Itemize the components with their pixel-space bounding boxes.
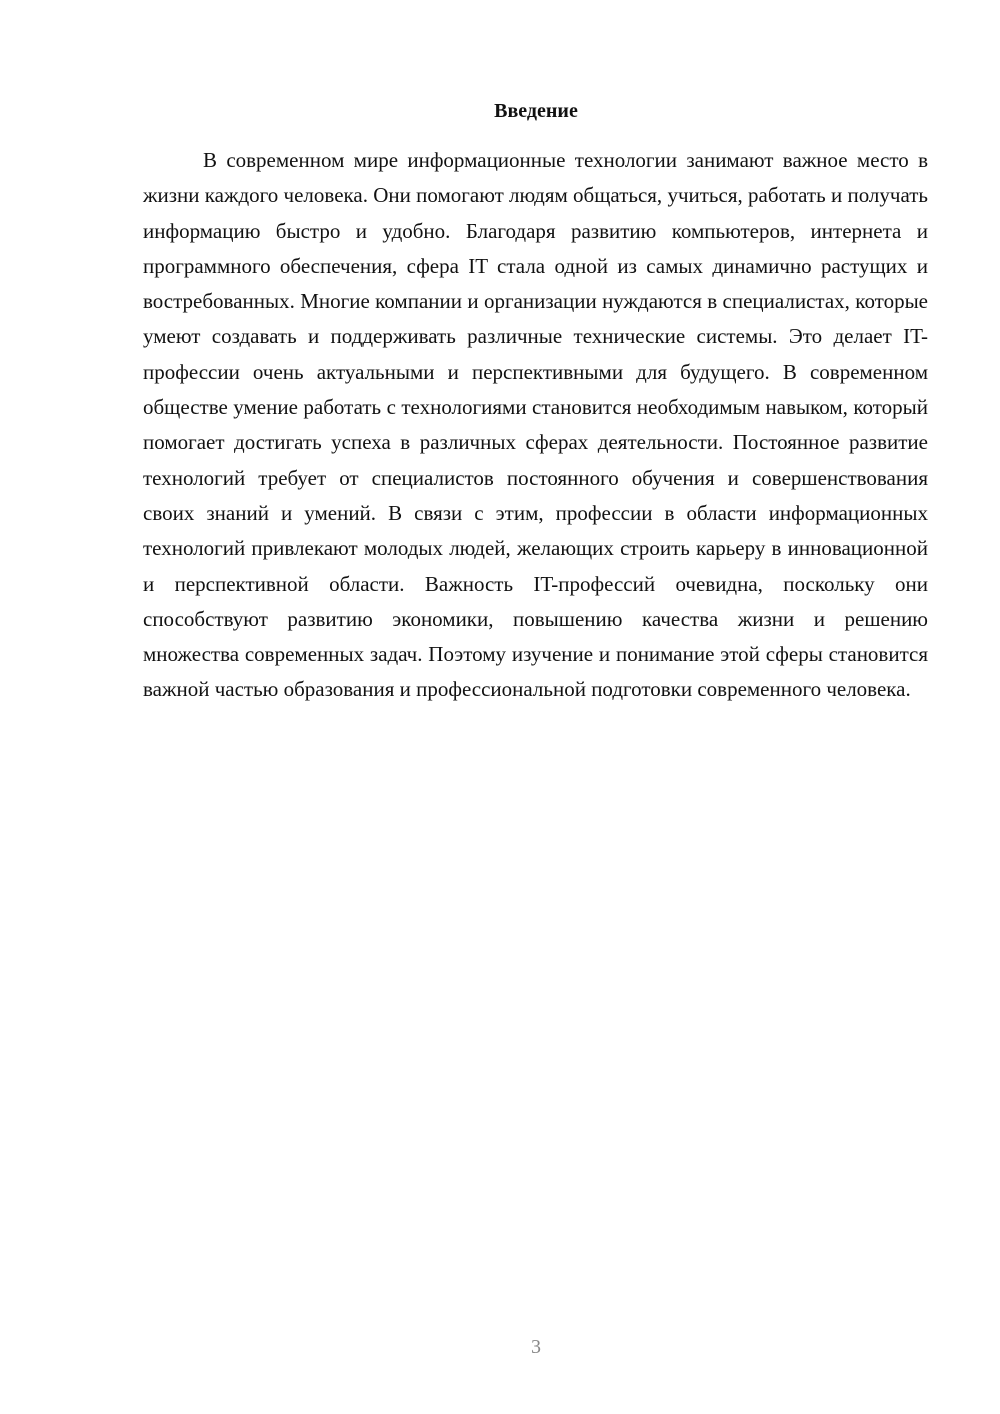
body-paragraph: В современном мире информационные технологии занимают важное место в жизни каждого человека. Они помогают людям общаться, учиться, работать и получать информацию быстро и удобно. Благодаря развитию компьютеров, интернета и программного обеспечения, сфера IT стала одной из самых динамично растущих и востребованных. Многие компании и организации нуждаются в специалистах, которые умеют создавать и поддерживать различные технические системы. Это делает IT-профессии очень актуальными и перспективными для будущего. В современном обществе умение работать с технологиями становится необходимым навыком, который помогает достигать успеха в различных сферах деятельности. Постоянное развитие технологий требует от специалистов постоянного обучения и совершенствования своих знаний и умений. В связи с этим, профессии в области информационных технологий привлекают молодых людей, желающих строить карьеру в инновационной и перспективной области. Важность IT-профессий очевидна, поскольку они способствуют развитию экономики, повышению качества жизни и решению множества современных задач. Поэтому изучение и понимание этой сферы становится важной частью образования и профессиональной подготовки современного человека. — [143, 148, 928, 702]
section-heading: Введение — [494, 100, 578, 122]
page-number: 3 — [531, 1336, 541, 1358]
